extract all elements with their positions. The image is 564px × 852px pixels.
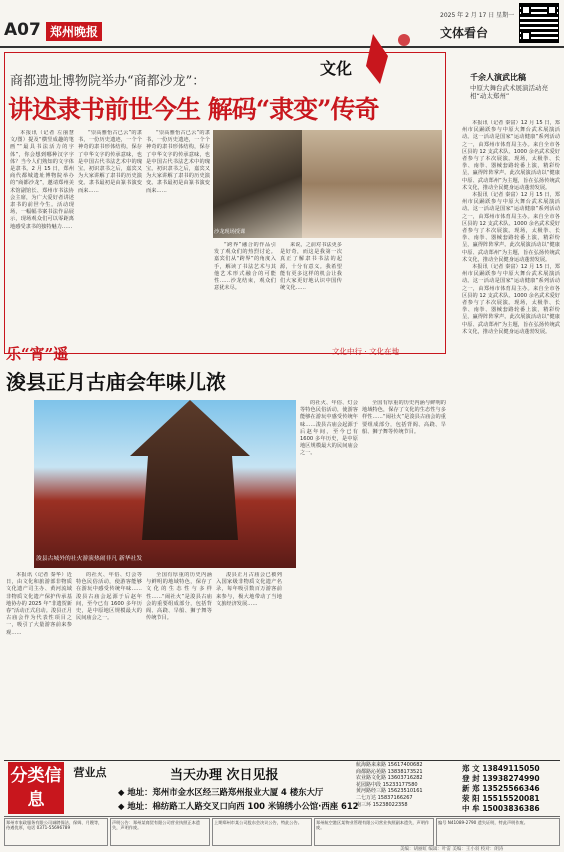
hotline-item: 二七万达 15837166267: [356, 794, 413, 801]
right-article-kicker: 千余人演武比稿: [470, 73, 526, 82]
phone-item: 荥 阳 15515520081: [462, 794, 540, 803]
article-column: “跨界”融合的作品引发了观众们的热烈讨论。嘉宾们从“跨界”的角度入手，解读了书法艺术与其他艺术形式融合的可能性……沙龙结束，观众们意犹未尽。: [214, 242, 276, 292]
article-column: 的社火、年俗、灯会等特色民俗活动，使游客能够在游玩中感受传统年味……浚县古庙会起源于后赵年间，至今已有 1600 多年历史，是中原地区规模最大的民间庙会之一。: [300, 400, 358, 457]
page-number: A07: [4, 20, 41, 40]
article-column: “崇高雅怡古已云”的隶书，一份历史遗迹，一个个神奇的隶书形体结构，保存了中华文字的传承意味，也是中国古代书法艺术中的瑰宝。初识隶书之后，嘉宾又为大家讲解了隶书的历史演变。隶书最初是由篆书演变而来……: [146, 130, 210, 194]
issue-date: 2025 年 2 月 17 日 星期一: [440, 12, 515, 19]
hotline-item: 商都路沁苑路 13838173521: [356, 768, 423, 775]
hotline-item: 南三环 15238022358: [356, 801, 408, 808]
footer-ad: 上期郑州市某公司股东会决议公告，特此公告。: [212, 818, 312, 846]
page-credits: 美编：胡丽虹 编辑：叶雷 美编：王小羽 校对：朗涛: [400, 847, 504, 852]
footer-ad: 郑州市家政服务有限公司诚聘保洁、保姆、月嫂等，待遇优厚，电话 0371-55696789: [4, 818, 108, 846]
photo-caption: 沙龙现场授课: [214, 229, 246, 235]
article-kicker: 商都遗址博物院举办“商都沙龙”：: [10, 74, 206, 89]
article-column: 本报讯（记者 左丽慧 文/图）提及“横竖成趣的笔画”“最具书法活力的字体”，你会想到哪种汉字字体？当今人们熟知的文字体是隶书。2 月 15 日，郑州商代都城遗址博物院举办的“商都沙龙”，邀请郑州美术馆副馆长、郑州市书法协会主席，为广大爱好者讲述隶书的前世今生。活动现场，一幅幅书案书法作品展示，现场观众们可以零距离地感受隶书的独特魅力……: [10, 130, 74, 230]
section-wave-title: 乐“宵”遥: [6, 345, 69, 363]
right-article-body: 本报讯（记者 秦富）12 月 15 日，郑州市民踊跃参与中原大舞台武术展演活动。这一活动是国家“运动健康”系列活动之一，由郑州市体育局主办。来自全市各区县的 12 支武术队、1000 余名武术爱好者参与了本次展演。现场，太极拳、长拳、南拳、器械套路轮番上演，精彩纷呈，赢得阵阵掌声。此次展演活动以“健康中原、武动郑州”为主题，旨在弘扬传统武术文化，推动全民健身运动蓬勃发展。 本报讯（记者 秦富）12 月 15 日，郑州市民踊跃参与中原大舞台武术展演活动。这一活动是国家“运动健康”系列活动之一，由郑州市体育局主办。来自全市各区县的 12 支武术队、1000 余名武术爱好者参与了本次展演。现场，太极拳、长拳、南拳、器械套路轮番上演，精彩纷呈，赢得阵阵掌声。此次展演活动以“健康中原、武动郑州”为主题，旨在弘扬传统武术文化，推动全民健身运动蓬勃发展。 本报讯（记者 秦富）12 月 15 日，郑州市民踊跃参与中原大舞台武术展演活动。这一活动是国家“运动健康”系列活动之一，由郑州市体育局主办。来自全市各区县的 12 支武术队、1000 余名武术爱好者参与了本次展演。现场，太极拳、长拳、南拳、器械套路轮番上演，精彩纷呈，赢得阵阵掌声。此次展演活动以“健康中原、武动郑州”为主题，旨在弘扬传统武术文化，推动全民健身运动蓬勃发展。: [462, 120, 560, 335]
footer-ad: 郑州航空港区某物业管理有限公司营业执照副本遗失，声明作废。: [314, 818, 434, 846]
photo-caption: 浚县古城外的社火游演热闹非凡 新华社发: [36, 556, 143, 562]
right-article-subtitle: 中原大舞台武术展演活动亮相“动太郑州”: [470, 84, 548, 100]
hotline-item: 航海路来来路 15617400682: [356, 762, 423, 768]
article-photo: [213, 130, 303, 238]
hotline-item: 黄河路经三路 15623510161: [356, 788, 423, 795]
culture-badge-icon: [318, 26, 428, 86]
article-column: [146, 242, 212, 342]
article-column: 浚县正月古庙会已被列入国家级非物质文化遗产名录，每年吸引数百万游客前来参与，极大地带动了当地文旅经济发展……: [216, 572, 282, 607]
promo-title: 当天办理 次日见报: [170, 768, 279, 783]
phone-list: [462, 764, 560, 814]
article-column: 全国有厚重的历史内涵与鲜明的地域特色，保存了文化的生态性与多样性……“闹社火”是浚县古庙会的重要组成部分，包括背阁、高跷、旱船、狮子舞等传统节目。: [146, 572, 212, 622]
promo-address: ◆ 地址：郑州市金水区经三路郑州报业大厦 4 楼东大厅: [118, 787, 324, 797]
article-headline: 讲述隶书前世今生 解码“隶变”传奇: [8, 95, 379, 124]
badge-text: 文化: [320, 59, 353, 78]
phone-item: 登 封 13938274990: [462, 774, 540, 783]
hotline-item: 花园路中段 15233177580: [356, 781, 418, 788]
column-tag: 文化中行 · 文化在地: [332, 347, 400, 356]
phone-item: 郑 文 13849115050: [462, 764, 540, 773]
hotline-item: 农业路文化路 13603716282: [356, 775, 423, 782]
phone-item: 新 郑 13525566346: [462, 784, 540, 793]
article-column: 来说，之前对书法更多是好奇，而这是我第一次真正了解隶书书法的起源，十分有意义。我希望能有更多这样的机会让我们大家更好地认识中国传统文化……: [280, 242, 342, 292]
article-column: 的社火、年俗、灯会等特色民俗活动，使游客能够在游玩中感受传统年味……浚县古庙会起源于后赵年间，至今已有 1600 多年历史，是中原地区规模最大的民间庙会之一。: [76, 572, 142, 622]
qr-corner-icon: [521, 5, 531, 15]
service-point-label: 营业点: [73, 766, 107, 779]
qr-code-icon: [520, 4, 558, 42]
article-column: 本报讯（记者 秦华）近日，由文化和旅游部非物质文化遗产司主办、黄河流域非物质文化遗产保护传承基地协办的 2025 年“非遗贺新春”活动正式启动。浚县正月古庙会作为代表性项目之一，吸引了大量游客前来参观……: [6, 572, 72, 636]
phone-item: 中 牟 15003836386: [462, 804, 540, 813]
promo-address: ◆ 地址：棉纺路工人路交叉口向西 100 米锦绣小公馆·西座 612: [118, 801, 359, 811]
article-photo: [302, 130, 442, 238]
qr-corner-icon: [547, 5, 557, 15]
section-title: 文体看台: [440, 26, 489, 40]
footer-ad: 编号 N41089-2790 遗失证明，特此声明作废。: [436, 818, 560, 846]
footer-ad: 声明公告：郑州某商贸有限公司营业执照正本遗失，声明作废。: [110, 818, 210, 846]
hotline-list: [356, 762, 456, 808]
article-column: “崇高雅怡古已云”的隶书，一份历史遗迹，一个个神奇的隶书形体结构，保存了中华文字的传承意味，也是中国古代书法艺术中的瑰宝。初识隶书之后，嘉宾又为大家讲解了隶书的历史演变。隶书最初是由篆书演变而来……: [78, 130, 142, 194]
article-headline: 浚县正月古庙会年味儿浓: [6, 370, 226, 394]
newspaper-logo: 郑州晚报: [46, 22, 102, 41]
classified-logo: 分类信息: [8, 762, 64, 814]
header-rule: [0, 46, 564, 48]
article-column: 全国有厚重的历史内涵与鲜明的地域特色，保存了文化的生态性与多样性……“闹社火”是浚县古庙会的重要组成部分，包括背阁、高跷、旱船、狮子舞等传统节目。: [362, 400, 446, 435]
qr-corner-icon: [521, 31, 531, 41]
